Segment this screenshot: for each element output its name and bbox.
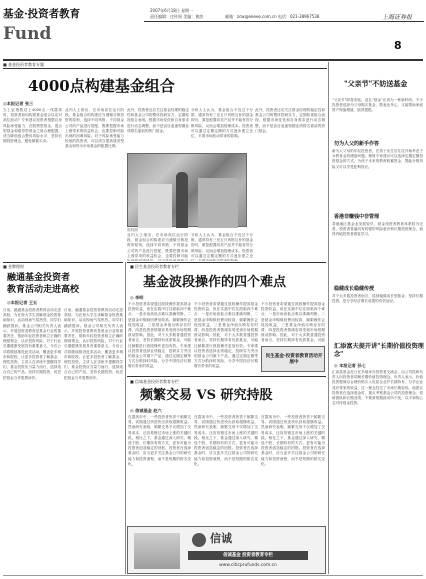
paper-name: 上海证券报 [382,14,413,21]
photo-figure-2 [138,184,172,228]
lower-center-tag: ■ 信诚基金投资者教育专栏 [130,379,180,384]
lower-center-headline: 频繁交易 VS 研究持股 [140,388,273,403]
lower-center-body-col3: 在震荡市中，一些投资者热衷于频繁交易，试图通过快进快出获取超额收益。然而研究表明，频繁交易不仅增加了交易成本，还容易错过市场上涨的关键时段。相比之下，基金通过深入研究、精选个股、长期持有的方式，更有可能为投资者创造稳定的回报。投资者在选择基金时，应当更多关注基金公司的研究能力和投资流程，而不是短期的排名变化。 [261,415,325,466]
left-lower-title-1: 融通基金投资者 [7,273,71,283]
ad-tagline-bar [188,551,308,560]
section-title: 基金·投资者教育 [3,8,81,20]
left-lower-byline: ◎本报记者 王五 [7,300,38,305]
right-item2-title: 勿为人父的新手作答 [334,141,380,147]
section-title-en: Fund [3,24,52,44]
page-number: 8 [394,39,402,52]
ad-left-graphic [134,533,180,569]
center-rule [127,262,326,263]
center-body-col1: 不少投资者希望通过波段操作提高基金投资收益，但在实践中往往面临四个难点：一是市场高低点难以准确判断，二是基金申购赎回费用较高，频繁操作会侵蚀收益，三是基金净值反映存在时滞，四是投资者情绪容易受到市场短期波动影响。因此，对于大多数普通投资者而言，坚持长期持有优质基金，可能比频繁进行波段操作更加有效。专家建议投资者选择业绩稳定、投研实力突出的基金公司旗下产品，通过定期定额等方式分散择时风险，分享中国经济长期增长带来的收益。 [128,302,191,369]
lower-center-body-col2: 在震荡市中，一些投资者热衷于频繁交易，试图通过快进快出获取超额收益。然而研究表明，频繁交易不仅增加了交易成本，还容易错过市场上涨的关键时段。相比之下，基金通过深入研究、精选个股、长期持有的方式，更有可能为投资者创造稳定的回报。投资者在选择基金时，应当更多关注基金公司的研究能力和投资流程，而不是短期的排名变化。 [194,415,258,466]
right-item4-title: 稳健成长稳健传授 [334,286,375,292]
center-headline: 基金波段操作的四个难点 [143,275,287,290]
right-item5-byline: ◎ 本报记者 孙七 [334,363,366,368]
ad-banner [127,526,326,574]
center-byline: ◎ 李明 [130,295,144,300]
editor-line: 责任编辑：庄传周 美编：黄滨 [150,14,204,19]
ad-url[interactable]: www.citicprufunds.com.cn [219,563,277,568]
left-lower-body-col1: 日前，融通基金投资者教育活动走进高校，为在校大学生讲解基金投资基础知识。活动现场气氛热烈，同学们踊跃提问。基金公司相关负责人表示，开展投资者教育是基金行业的重要责任，帮助年轻投资者树立正确的理财观念，认识投资风险，对于行业长期健康发展具有重要意义。今后公司将继续推进此类活动，覆盖更多城市和院校，让更多投资者了解基金、理性投资。主讲人在讲座中提醒同学们，基金投资应当量力而行，选择适合自己的产品，坚持长期投资，切忌把基金当作股票炒作。 [3,308,61,380]
main-body-col3: 此外，投资者还应关注基金经理的稳定性和基金公司的整体投研实力，定期检视组合表现，根据市场变化和自身需求进行动态调整，而不是盲目追逐短期业绩排名靠前的热门基金。 [127,108,189,133]
ad-logo-icon [192,533,206,547]
ad-logo-text: 信诚 [210,532,232,545]
center-ad-text: 民生基金·投资者教育活动开展中 [265,354,323,365]
main-byline: ◎本报记者 张三 [3,101,34,106]
topic-strip: ■ 基金投资者教育专题 [3,62,45,67]
center-body-col2: 不少投资者希望通过波段操作提高基金投资收益，但在实践中往往面临四个难点：一是市场高低点难以准确判断，二是基金申购赎回费用较高，频繁操作会侵蚀收益，三是基金净值反映存在时滞，四是投资者情绪容易受到市场短期波动影响。因此，对于大多数普通投资者而言，坚持长期持有优质基金，可能比频繁进行波段操作更加有效。专家建议投资者选择业绩稳定、投研实力突出的基金公司旗下产品，通过定期定额等方式分散择时风险，分享中国经济长期增长带来的收益。 [194,302,258,369]
lower-center-byline: ◎ 信诚基金 赵六 [130,408,162,413]
masthead [0,0,426,58]
right-item1-body: "父亲节"即将来临，送礼"基金"正成为一种新时尚。不少投资者选择为父母购买基金，既表达孝心，又能帮助家庭资产保值增值，值得提倡。 [332,98,423,113]
right-item3-title: 香港非赚钱中非管理 [334,214,380,220]
date-line: 2007年6月18日 星期一 [150,8,194,13]
right-item5-body: 汇添富基金近日在多地举办投资者交流会，由公司投研负责人向投资者讲解长期价值投资理念。负责人表示，价值投资强调以合理价格买入优质企业并长期持有，分享企业成长带来的收益，这一理念经过了市场长期检验。他建议投资者在选择基金时，重点考察基金公司的投资理念、投研团队和长期业绩，不要被短期波动所干扰，以平和的心态对待基金投资。 [332,370,423,406]
photo-figure-3 [198,178,238,228]
lower-center-body-col1: 在震荡市中，一些投资者热衷于频繁交易，试图通过快进快出获取超额收益。然而研究表明，频繁交易不仅增加了交易成本，还容易错过市场上涨的关键时段。相比之下，基金通过深入研究、精选个股、长期持有的方式，更有可能为投资者创造稳定的回报。投资者在选择基金时，应当更多关注基金公司的研究能力和投资流程，而不是短期的排名变化。 [128,415,191,466]
main-body-col1: 当上证指数站上4000点一线震荡时，投资者如何构建基金组合以应对高位波动？专家建议投资者根据自身风险承受能力，在股票型基金、混合型基金和债券型基金之间合理配置，适当降低组合整体风险水平，坚持长期投资理念，避免频繁买卖。 [3,108,62,144]
main-body-col4: 分析人士认为，基金组合不宜过于分散，通常持有三至五只风格互补的基金即可，重复配置同类产品并不能有效分散风险，反而会增加管理成本。投资者可以通过定期定额的方式逐步建立仓位，平滑市场波动带来的影响。 [191,108,253,139]
bottom-rule [3,575,423,576]
masthead-rule [144,21,424,22]
center-body-col3: 不少投资者希望通过波段操作提高基金投资收益，但在实践中往往面临四个难点：一是市场高低点难以准确判断，二是基金申购赎回费用较高，频繁操作会侵蚀收益，三是基金净值反映存在时滞，四是投资者情绪容易受到市场短期波动影响。因此，对于大多数普通投资者而言，坚持长期持有优质基金，可能 [261,302,325,343]
email-line: 邮箱：zcw@oeeee.com.cn 电话：021-38967538 [225,14,320,19]
header-rule-thick [3,59,423,61]
left-lower-rule [3,262,123,263]
headline-main: 4000点构建基金组合 [28,77,175,95]
main-body-col2: 业内人士指出，在市场高位运行阶段，基金组合的构建应当遵循分散投资的原则，选择不同风格、不同基金公司的产品进行搭配，既要把握市场上涨带来的收益机会，也要控制可能出现的回调风险。对于风险承受能力较低的投资者，可以适当提高债券型基金和货币市场基金的配置比例。 [65,108,124,149]
right-item2-body: 新为人父母的年轻投资者，在孩子出生后往往开始考虑子女教育金的储备问题。理财专家建议可以选择定期定额投资基金的方式，为孩子未来的教育积累资金，既能分散风险又可以享受复利效应。 [332,149,423,169]
right-item5-title: 汇添富夫提开讲"长期价值投资理念" [334,343,424,358]
right-item4-body: 对于大多数投资者而言，选择稳健成长型基金、坚持长期投资，是分享经济增长成果的有效途径。 [332,294,423,304]
center-ad-box [261,346,325,372]
left-lower-body-col2: 日前，融通基金投资者教育活动走进高校，为在校大学生讲解基金投资基础知识。活动现场气氛热烈，同学们踊跃提问。基金公司相关负责人表示，开展投资者教育是基金行业的重要责任，帮助年轻投资者树立正确的理财观念，认识投资风险，对于行业长期健康发展具有重要意义。今后公司将继续推进此类活动，覆盖更多城市和院校，让更多投资者了解基金、理性投资。主讲人在讲座中提醒同学们，基金投资应当量力而行，选择适合自己的产品，坚持长期投资，切忌把基金当作股票炒作。 [64,308,123,380]
right-column-divider [328,62,329,574]
photo-figure-1 [176,172,188,228]
left-lower-title-2: 教育活动走进高校 [7,285,80,295]
right-item3-body: 香港地区基金业发展较早，基金投资者教育体系较为完善，投资者普遍具有较强的风险意识和长期投资理念，值得内地投资者借鉴学习。 [332,222,423,237]
main-photo [127,153,247,227]
photo-caption: 资料图 [127,228,138,232]
left-lower-divider [125,262,126,574]
right-item1-title: "父亲节"不妨送基金 [344,79,408,88]
main-body-tail-2: 分析人士认为，基金组合不宜过于分散，通常持有三至五只风格互补的基金即可，重复配置同类产品并不能有效分散风险，反而会增加管理成本。投资者可以通过定期定额的方式逐步建立仓 [191,233,253,258]
main-body-col5: 此外，投资者还应关注基金经理的稳定性和基金公司的整体投研实力，定期检视组合表现，根据市场变化和自身需求进行动态调整，而不是盲目追逐短期业绩排名靠前的热门基金。 [255,108,325,133]
lower-center-rule [127,376,326,377]
left-lower-tag: ■ 金牌理财 [3,264,25,269]
ad-tagline: 信诚基金 投资者教育专栏 [223,552,273,558]
main-body-tail-1: 业内人士指出，在市场高位运行阶段，基金组合的构建应当遵循分散投资的原则，选择不同风格、不同基金公司的产品进行搭配，既要把握市场上涨带来的收益机会，也要控制可能 [127,233,188,258]
center-tag: ■ 民生基金投资者教育专栏 [130,264,180,269]
